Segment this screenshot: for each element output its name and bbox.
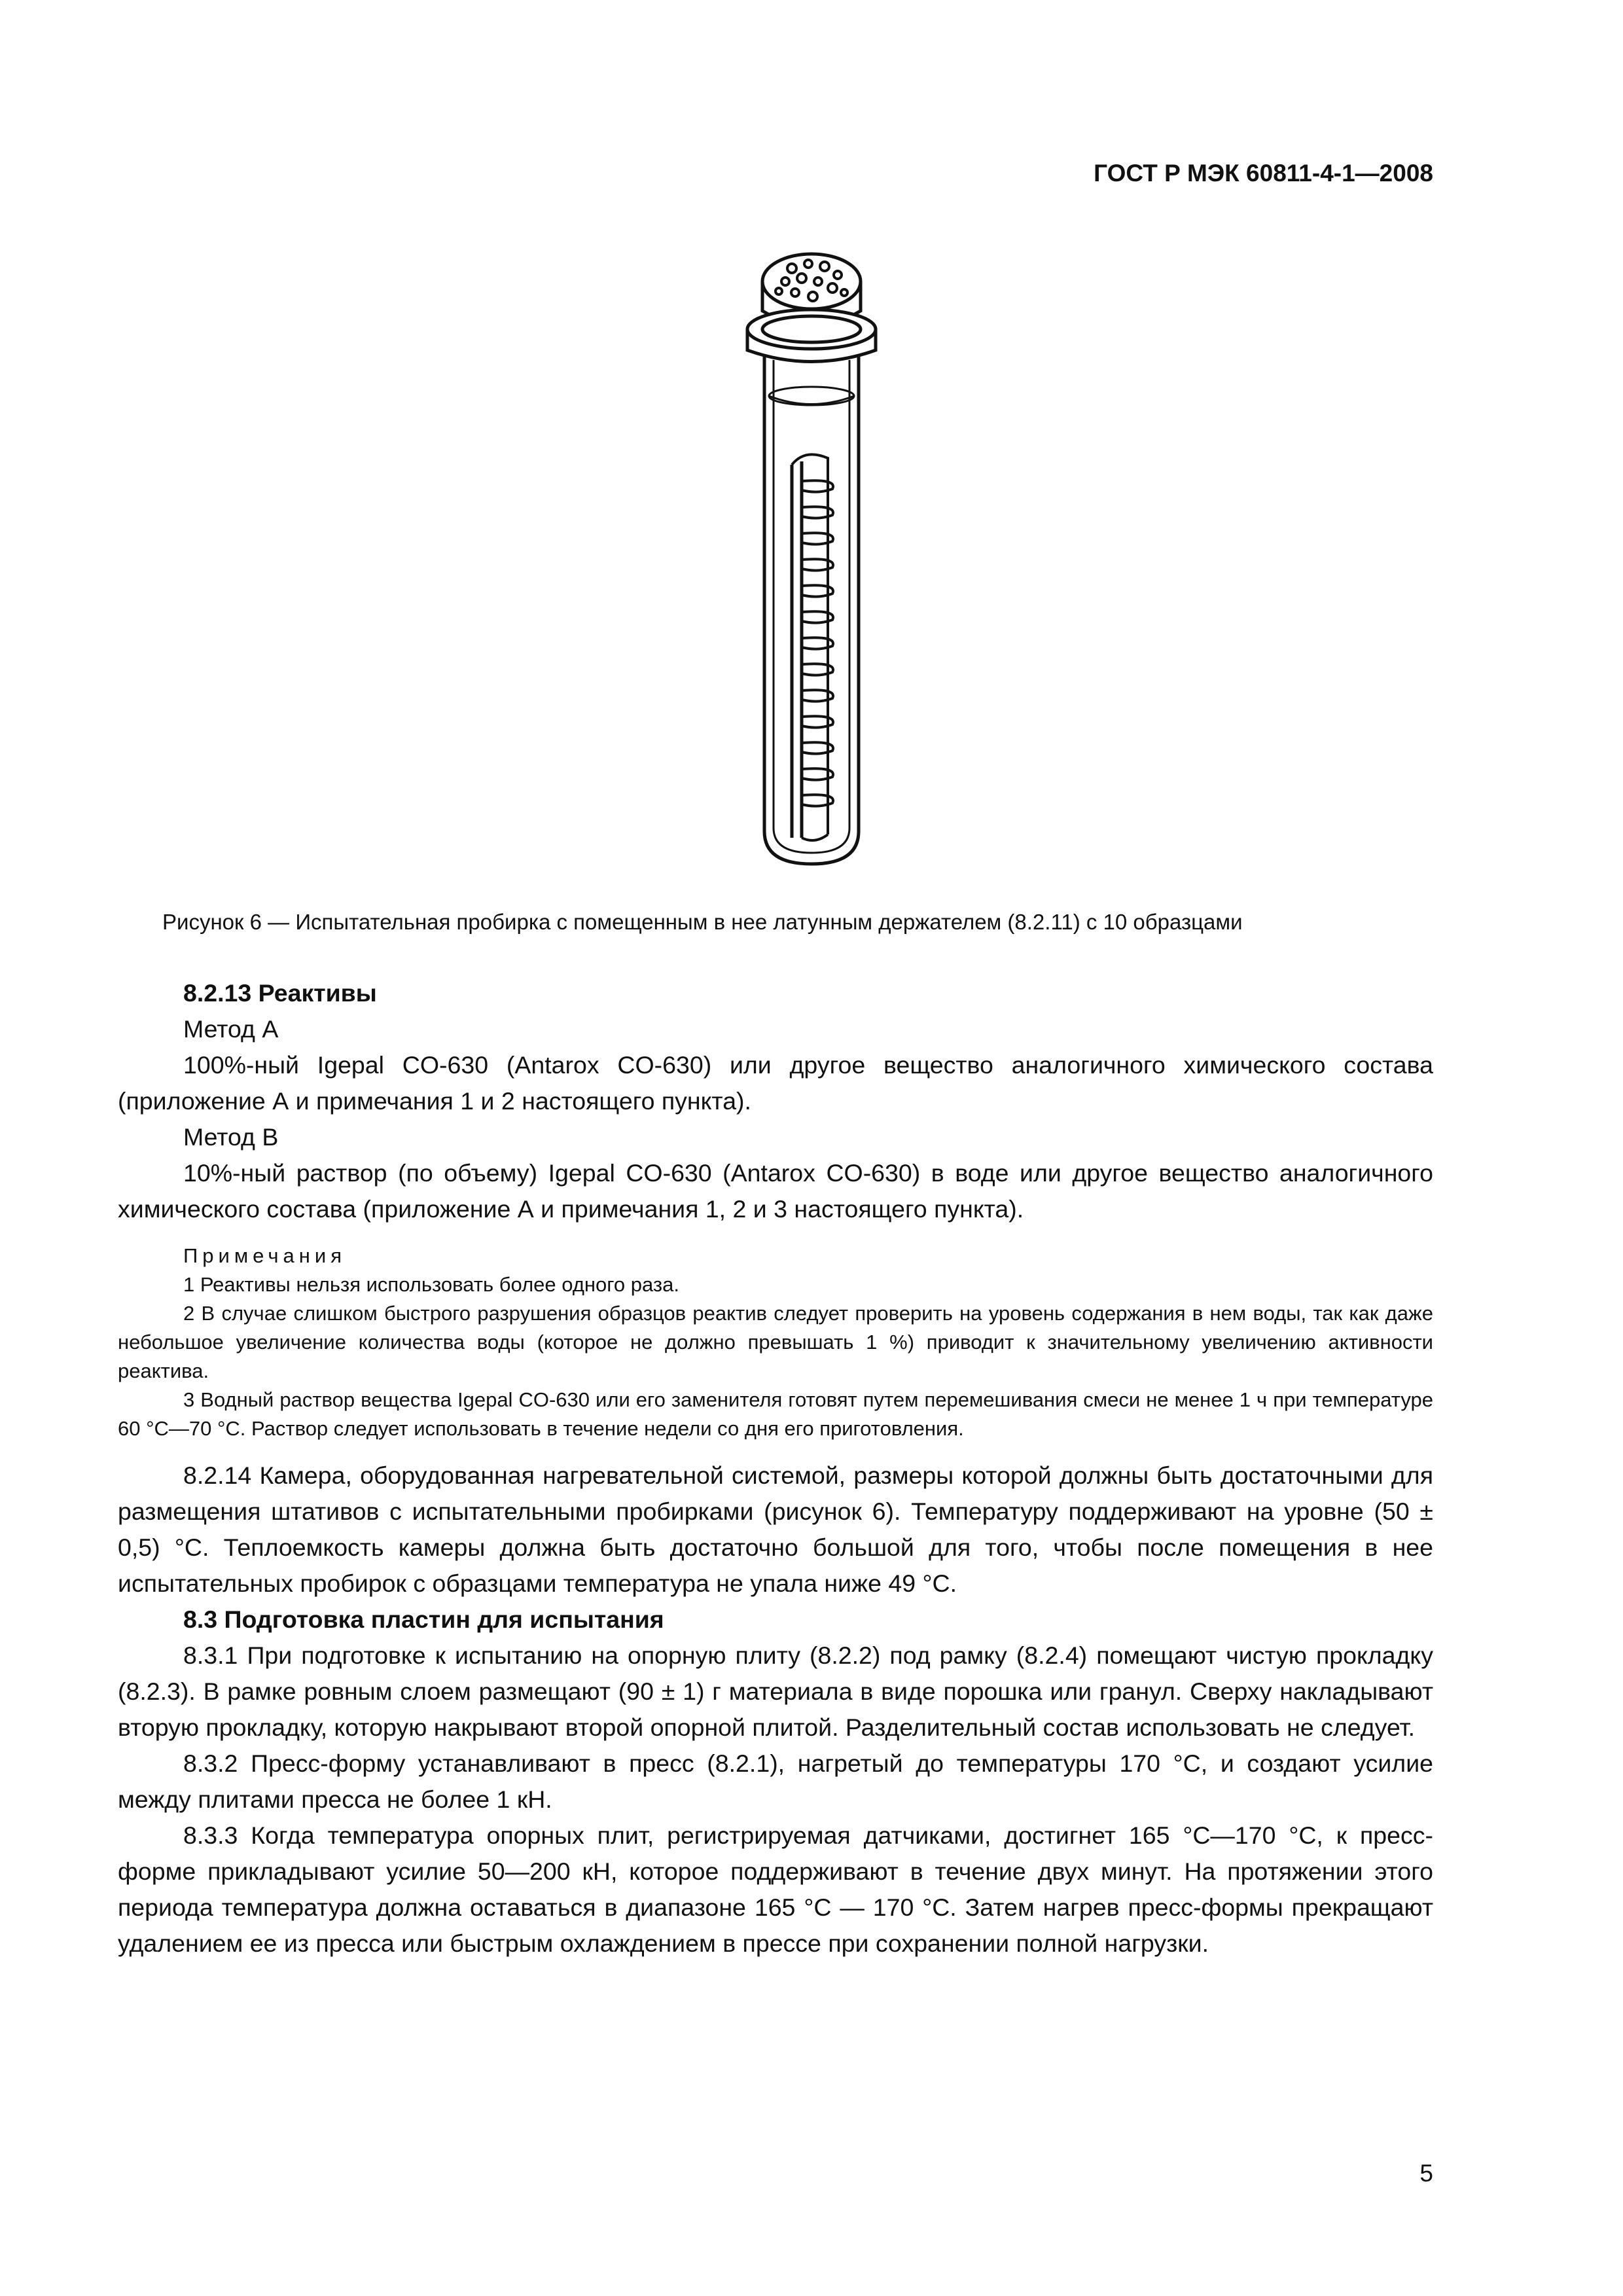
notes-title: Примечания (183, 1244, 346, 1267)
test-tube-icon (687, 245, 936, 880)
method-b-label: Метод В (183, 1123, 279, 1151)
section-8-3-2: 8.3.2 Пресс-форму устанавливают в пресс (8.2.1), нагретый до температуры 170 °С, и создают усилие между плитами пресса не более 1 кН. (118, 1749, 1433, 1813)
note-2: 2 В случае слишком быстрого разрушения образцов реактив следует проверить на уровень содержания в нем воды, так как даже небольшое увеличение количества воды (которое не должно превышать 1 %) приводит к значительному увеличению активности реактива. (118, 1302, 1433, 1382)
section-8-2-13-heading: 8.2.13 Реактивы (183, 979, 377, 1007)
section-8-3-3: 8.3.3 Когда температура опорных плит, регистрируемая датчиками, достигнет 165 °С—170 °С, к пресс-форме прикладывают усилие 50—200 кН, которое поддерживают в течение двух минут. На протяжении этого периода температура должна оставаться в диапазоне 165 °С — 170 °С. Затем нагрев пресс-формы прекращают удалением ее из пресса или быстрым охлаждением в прессе при сохранении полной нагрузки. (118, 1821, 1433, 1957)
document-code: ГОСТ Р МЭК 60811-4-1—2008 (1094, 160, 1433, 187)
method-a-label: Метод А (183, 1015, 279, 1043)
method-a-text: 100%-ный Igepal CO-630 (Antarox CO-630) или другое вещество аналогичного химического состава (приложение А и примечания 1 и 2 настоящего пункта). (118, 1051, 1433, 1115)
method-b-text: 10%-ный раствор (по объему) Igepal CO-630 (Antarox CO-630) в воде или другое вещество аналогичного химического состава (приложение А и примечания 1, 2 и 3 настоящего пункта). (118, 1159, 1433, 1223)
page-number: 5 (1419, 2160, 1433, 2187)
section-8-3-1: 8.3.1 При подготовке к испытанию на опорную плиту (8.2.2) под рамку (8.2.4) помещают чистую прокладку (8.2.3). В рамке ровным слоем размещают (90 ± 1) г материала в виде порошка или гранул. Сверху накладывают вторую прокладку, которую накрывают второй опорной плитой. Разделительный состав использовать не следует. (118, 1641, 1433, 1741)
note-3: 3 Водный раствор вещества Igepal CO-630 или его заменителя готовят путем перемешивания смеси не менее 1 ч при температуре 60 °С—70 °С. Раствор следует использовать в течение недели со дня его приготовления. (118, 1388, 1433, 1440)
note-1: 1 Реактивы нельзя использовать более одного раза. (183, 1273, 679, 1296)
test-tube-figure (687, 245, 936, 880)
section-8-3-heading: 8.3 Подготовка пластин для испытания (183, 1605, 664, 1633)
figure-caption: Рисунок 6 — Испытательная пробирка с помещенным в нее латунным держателем (8.2.11) с 10 образцами (162, 910, 1243, 934)
section-8-2-14: 8.2.14 Камера, оборудованная нагревательной системой, размеры которой должны быть достаточными для размещения штативов с испытательными пробирками (рисунок 6). Температуру поддерживают на уровне (50 ± 0,5) °С. Теплоемкость камеры должна быть достаточно большой для того, чтобы после помещения в нее испытательных пробирок с образцами температура не упала ниже 49 °С. (118, 1462, 1433, 1597)
notes-block (118, 1242, 1433, 1443)
document-body (118, 975, 1433, 1962)
